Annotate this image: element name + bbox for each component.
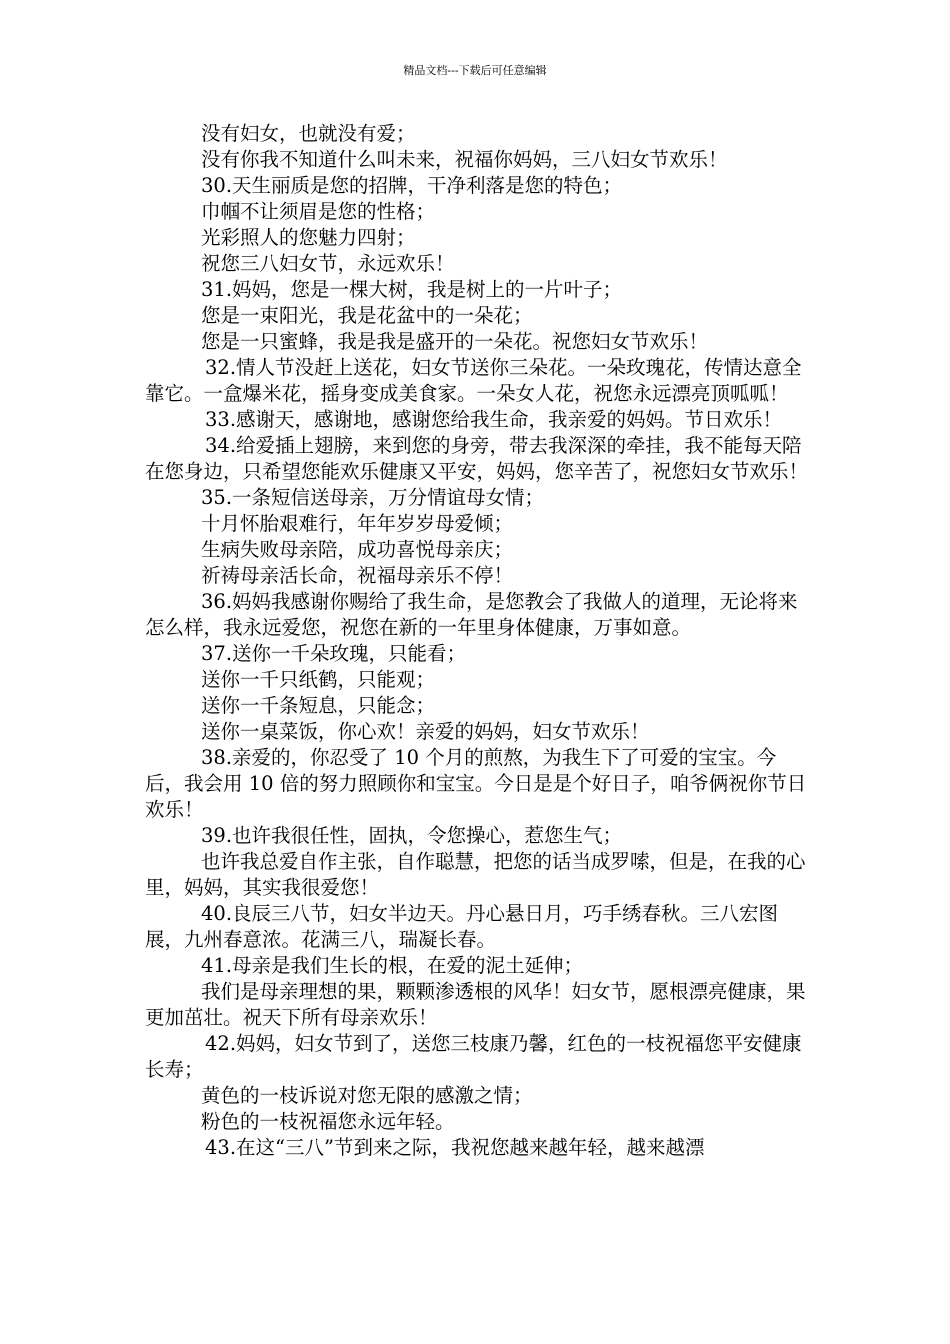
- paragraph: 41.母亲是我们生长的根，在爱的泥土延伸；: [201, 954, 584, 977]
- paragraph: 您是一束阳光，我是花盆中的一朵花；: [201, 304, 533, 327]
- paragraph: 送你一千条短息，只能念；: [201, 694, 436, 717]
- paragraph: 十月怀胎艰难行，年年岁岁母爱倾；: [201, 512, 514, 535]
- paragraph: 40.良辰三八节，妇女半边天。丹心悬日月，巧手绣春秋。三八宏图展，九州春意浓。花满三八，瑞凝长春。: [145, 902, 779, 951]
- page-header: 精品文档---下载后可任意编辑: [403, 64, 547, 77]
- paragraph: 您是一只蜜蜂，我是我是盛开的一朵花。祝您妇女节欢乐！: [201, 330, 709, 353]
- paragraph: 送你一桌菜饭，你心欢！亲爱的妈妈，妇女节欢乐！: [201, 720, 650, 743]
- paragraph: 祈祷母亲活长命，祝福母亲乐不停！: [201, 564, 514, 587]
- paragraph: 也许我总爱自作主张，自作聪慧，把您的话当成罗嗦，但是，在我的心里，妈妈，其实我很爱您！: [145, 850, 806, 899]
- paragraph: 黄色的一枝诉说对您无限的感激之情；: [201, 1084, 533, 1107]
- paragraph: 粉色的一枝祝福您永远年轻。: [201, 1110, 455, 1133]
- paragraph: 42.妈妈，妇女节到了，送您三枝康乃馨，红色的一枝祝福您平安健康长寿；: [145, 1032, 802, 1081]
- paragraph: 送你一千只纸鹤，只能观；: [201, 668, 436, 691]
- paragraph: 我们是母亲理想的果，颗颗渗透根的风华！妇女节，愿根漂亮健康，果更加茁壮。祝天下所有母亲欢乐！: [145, 980, 806, 1029]
- document-body: [145, 121, 815, 1161]
- paragraph: 巾帼不让须眉是您的性格；: [201, 200, 436, 223]
- paragraph: 33.感谢天，感谢地，感谢您给我生命，我亲爱的妈妈。节日欢乐！: [205, 408, 783, 431]
- paragraph: 37.送你一千朵玫瑰，只能看；: [201, 642, 467, 665]
- paragraph: 38.亲爱的，你忍受了 10 个月的煎熬，为我生下了可爱的宝宝。今后，我会用 10 倍的努力照顾你和宝宝。今日是是个好日子，咱爷俩祝你节日欢乐！: [145, 746, 807, 821]
- paragraph: 30.天生丽质是您的招牌，干净利落是您的特色；: [201, 174, 623, 197]
- paragraph: 光彩照人的您魅力四射；: [201, 226, 416, 249]
- paragraph: 36.妈妈我感谢你赐给了我生命，是您教会了我做人的道理，无论将来怎么样，我永远爱您，祝您在新的一年里身体健康，万事如意。: [145, 590, 798, 639]
- paragraph: 没有妇女，也就没有爱；: [201, 122, 416, 145]
- paragraph: 生病失败母亲陪，成功喜悦母亲庆；: [201, 538, 514, 561]
- paragraph: 没有你我不知道什么叫未来，祝福你妈妈，三八妇女节欢乐！: [201, 148, 728, 171]
- paragraph: 32.情人节没赶上送花，妇女节送你三朵花。一朵玫瑰花，传情达意全靠它。一盒爆米花，摇身变成美食家。一朵女人花，祝您永远漂亮顶呱呱！: [145, 356, 802, 405]
- paragraph: 祝您三八妇女节，永远欢乐！: [201, 252, 455, 275]
- paragraph: 39.也许我很任性，固执，令您操心，惹您生气；: [201, 824, 623, 847]
- paragraph: 43.在这“三八”节到来之际，我祝您越来越年轻，越来越漂: [205, 1136, 705, 1159]
- paragraph: 35.一条短信送母亲，万分情谊母女情；: [201, 486, 545, 509]
- paragraph: 31.妈妈，您是一棵大树，我是树上的一片叶子；: [201, 278, 623, 301]
- paragraph: 34.给爱插上翅膀，来到您的身旁，带去我深深的牵挂，我不能每天陪在您身边，只希望您能欢乐健康又平安，妈妈，您辛苦了，祝您妇女节欢乐！: [145, 434, 809, 483]
